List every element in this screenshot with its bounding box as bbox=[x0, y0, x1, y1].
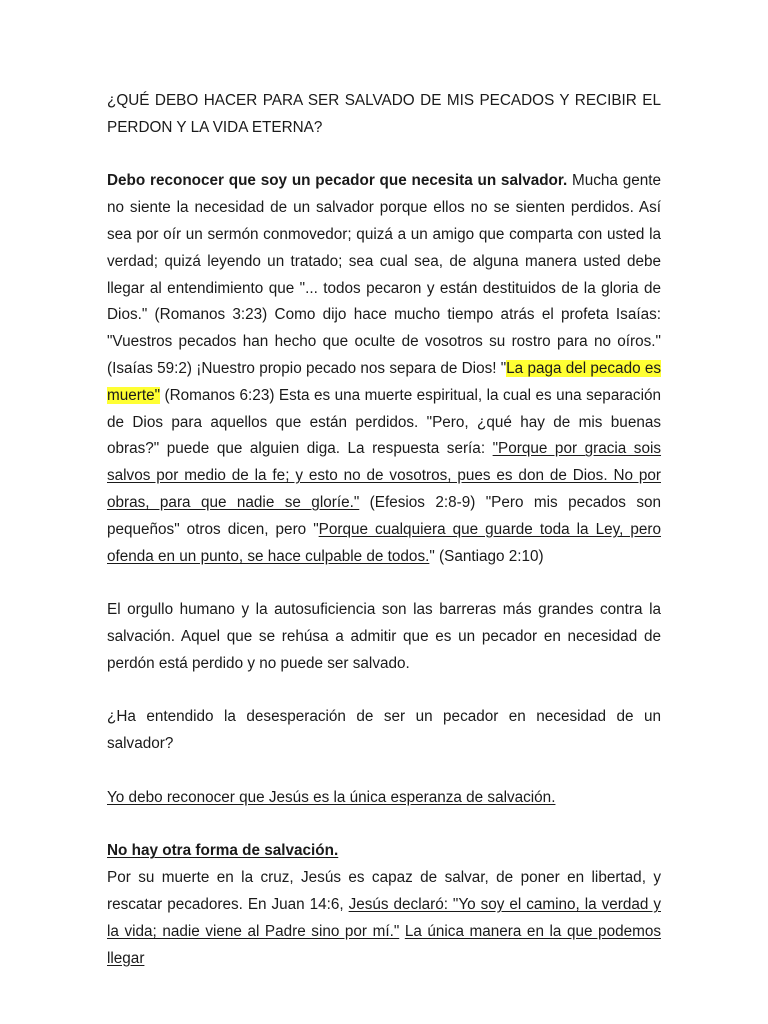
paragraph-4 bbox=[107, 785, 661, 812]
paragraph-3: ¿Ha entendido la desesperación de ser un pecador en necesidad de un salvador? bbox=[107, 708, 661, 753]
underlined-quote: La única manera en la que podemos llegar bbox=[107, 922, 661, 967]
underlined-quote: Jesús declaró: "Yo soy el camino, la verdad y la vida; nadie viene al Padre sino por mí." bbox=[107, 895, 661, 940]
highlighted-quote: La paga del pecado es muerte" bbox=[107, 359, 661, 404]
section-heading bbox=[107, 838, 661, 865]
underlined-quote: Porque cualquiera que guarde toda la Ley, pero ofenda en un punto, se hace culpable de todos. bbox=[107, 520, 661, 565]
text-run: " (Santiago 2:10) bbox=[429, 547, 544, 565]
underlined-statement: Yo debo reconocer que Jesús es la única esperanza de salvación. bbox=[107, 788, 556, 806]
bold-underlined-heading: No hay otra forma de salvación. bbox=[107, 842, 339, 860]
bold-lead: Debo reconocer que soy un pecador que necesita un salvador. bbox=[107, 172, 568, 190]
text-run: Mucha gente no siente la necesidad de un salvador porque ellos no se sienten perdidos. Así sea por oír un sermón conmovedor; quizá a un amigo que comparta con usted la verdad; quizá leyendo un tratado; sea cual sea, de alguna manera usted debe llegar al entendimiento que "... todos pecaron y están destituidos de la gloria de Dios." (Romanos 3:23) Como dijo hace mucho tiempo atrás el profeta Isaías: "Vuestros pecados han hecho que oculte de vosotros su rostro para no oíros." (Isaías 59:2) ¡Nuestro propio pecado nos separa de Dios! " bbox=[107, 172, 661, 377]
text-run: (Romanos 6:23) Esta es una muerte espiritual, la cual es una separación de Dios para aquellos que están perdidos. "Pero, ¿qué hay de mis buenas obras?" puede que alguien diga. La respuesta sería: bbox=[107, 386, 661, 458]
paragraph-2: El orgullo humano y la autosuficiencia son las barreras más grandes contra la salvación. Aquel que se rehúsa a admitir que es un pecador en necesidad de perdón está perdido y no puede ser salvado. bbox=[107, 601, 661, 672]
paragraph-6 bbox=[107, 865, 661, 972]
page-title: ¿QUÉ DEBO HACER PARA SER SALVADO DE MIS PECADOS Y RECIBIR EL PERDON Y LA VIDA ETERNA? bbox=[107, 92, 661, 136]
text-run: Por su muerte en la cruz, Jesús es capaz de salvar, de poner en libertad, y rescatar pecadores. En Juan 14:6, bbox=[107, 869, 661, 913]
underlined-quote: "Porque por gracia sois salvos por medio de la fe; y esto no de vosotros, pues es don de Dios. No por obras, para que nadie se gloríe." bbox=[107, 440, 662, 511]
text-run: (Efesios 2:8-9) "Pero mis pecados son pequeños" otros dicen, pero " bbox=[107, 493, 661, 538]
paragraph-1 bbox=[107, 168, 661, 570]
